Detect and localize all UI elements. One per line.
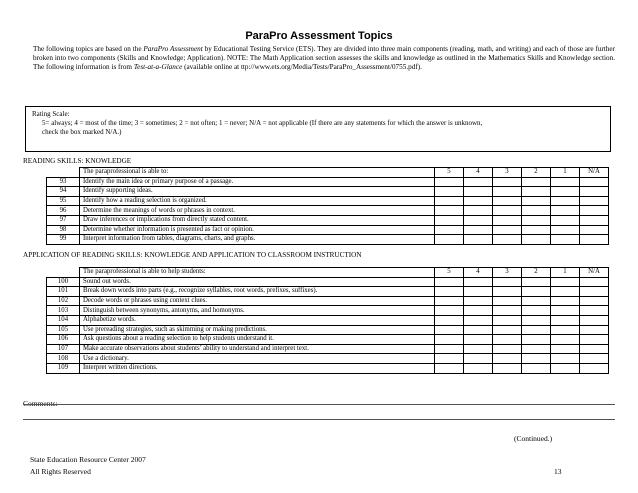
rating-checkbox-cell[interactable] <box>522 287 551 297</box>
rating-header: 3 <box>493 268 522 278</box>
item-number-header <box>47 168 80 178</box>
reading-application-heading: APPLICATION OF READING SKILLS: KNOWLEDGE AND APPLICATION TO CLASSROOM INSTRUCTION <box>23 251 362 259</box>
rating-scale-label: Rating Scale: <box>32 110 70 118</box>
comments-label: Comments: <box>23 399 58 408</box>
rating-checkbox-cell[interactable] <box>464 235 493 245</box>
rating-checkbox-cell[interactable] <box>493 235 522 245</box>
rating-checkbox-cell[interactable] <box>493 325 522 335</box>
item-number: 106 <box>47 335 80 345</box>
rating-checkbox-cell[interactable] <box>493 196 522 206</box>
rating-checkbox-cell[interactable] <box>493 177 522 187</box>
rating-checkbox-cell[interactable] <box>551 177 580 187</box>
rating-header: N/A <box>580 168 609 178</box>
table-row <box>47 306 609 316</box>
rating-checkbox-cell[interactable] <box>580 187 609 197</box>
rating-checkbox-cell[interactable] <box>435 296 464 306</box>
rating-checkbox-cell[interactable] <box>551 235 580 245</box>
comment-line <box>23 404 615 405</box>
comment-line <box>23 419 615 420</box>
rating-checkbox-cell[interactable] <box>464 325 493 335</box>
rating-checkbox-cell[interactable] <box>580 335 609 345</box>
rating-checkbox-cell[interactable] <box>522 363 551 373</box>
table-prompt: The paraprofessional is able to: <box>80 168 435 178</box>
rating-checkbox-cell[interactable] <box>435 325 464 335</box>
rating-checkbox-cell[interactable] <box>522 325 551 335</box>
rating-checkbox-cell[interactable] <box>493 335 522 345</box>
rating-checkbox-cell[interactable] <box>522 196 551 206</box>
page-title: ParaPro Assessment Topics <box>245 30 393 42</box>
rating-checkbox-cell[interactable] <box>580 306 609 316</box>
rating-checkbox-cell[interactable] <box>493 277 522 287</box>
rating-checkbox-cell[interactable] <box>522 306 551 316</box>
rating-checkbox-cell[interactable] <box>493 296 522 306</box>
item-text: Break down words into parts (e.g., recognize syllables, root words, prefixes, suffixes). <box>80 287 435 297</box>
rating-checkbox-cell[interactable] <box>435 187 464 197</box>
item-number: 93 <box>47 177 80 187</box>
table-row <box>47 277 609 287</box>
table-row <box>47 315 609 325</box>
rating-checkbox-cell[interactable] <box>464 225 493 235</box>
rating-checkbox-cell[interactable] <box>464 315 493 325</box>
item-number: 104 <box>47 315 80 325</box>
item-number: 94 <box>47 187 80 197</box>
rating-checkbox-cell[interactable] <box>580 296 609 306</box>
rating-checkbox-cell[interactable] <box>435 354 464 364</box>
table-row <box>47 225 609 235</box>
rating-checkbox-cell[interactable] <box>435 335 464 345</box>
item-text: Identify supporting ideas. <box>80 187 435 197</box>
item-text: Sound out words. <box>80 277 435 287</box>
table-prompt: The paraprofessional is able to help students: <box>80 268 435 278</box>
rating-checkbox-cell[interactable] <box>522 235 551 245</box>
rating-header: 4 <box>464 268 493 278</box>
rating-checkbox-cell[interactable] <box>493 306 522 316</box>
reading-skills-table <box>46 167 609 245</box>
table-header-row <box>47 268 609 278</box>
item-number: 100 <box>47 277 80 287</box>
rating-checkbox-cell[interactable] <box>580 235 609 245</box>
item-text: Identify how a reading selection is organized. <box>80 196 435 206</box>
rating-checkbox-cell[interactable] <box>522 187 551 197</box>
item-text: Determine the meanings of words or phrases in context. <box>80 206 435 216</box>
rating-checkbox-cell[interactable] <box>551 306 580 316</box>
table-row <box>47 354 609 364</box>
rating-checkbox-cell[interactable] <box>551 325 580 335</box>
item-text: Ask questions about a reading selection to help students understand it. <box>80 335 435 345</box>
rating-checkbox-cell[interactable] <box>522 335 551 345</box>
table-row <box>47 325 609 335</box>
table-row <box>47 206 609 216</box>
rating-checkbox-cell[interactable] <box>435 277 464 287</box>
rating-checkbox-cell[interactable] <box>580 206 609 216</box>
table-row <box>47 215 609 225</box>
rating-checkbox-cell[interactable] <box>580 315 609 325</box>
reading-skills-heading: READING SKILLS: KNOWLEDGE <box>23 157 132 165</box>
item-text: Interpret written directions. <box>80 363 435 373</box>
item-number: 96 <box>47 206 80 216</box>
rating-checkbox-cell[interactable] <box>522 206 551 216</box>
rating-checkbox-cell[interactable] <box>551 354 580 364</box>
rating-scale-line-2: check the box marked N/A.) <box>42 128 122 136</box>
rating-checkbox-cell[interactable] <box>580 196 609 206</box>
rating-checkbox-cell[interactable] <box>435 306 464 316</box>
table-row <box>47 177 609 187</box>
item-text: Use a dictionary. <box>80 354 435 364</box>
rating-checkbox-cell[interactable] <box>493 215 522 225</box>
rating-checkbox-cell[interactable] <box>493 287 522 297</box>
rating-checkbox-cell[interactable] <box>464 296 493 306</box>
rating-checkbox-cell[interactable] <box>522 277 551 287</box>
table-row <box>47 335 609 345</box>
table-row <box>47 287 609 297</box>
rating-checkbox-cell[interactable] <box>435 287 464 297</box>
rating-checkbox-cell[interactable] <box>551 287 580 297</box>
item-text: Draw inferences or implications from directly stated content. <box>80 215 435 225</box>
item-number: 99 <box>47 235 80 245</box>
rating-checkbox-cell[interactable] <box>435 344 464 354</box>
item-number: 109 <box>47 363 80 373</box>
item-number: 103 <box>47 306 80 316</box>
table-row <box>47 187 609 197</box>
rating-checkbox-cell[interactable] <box>435 363 464 373</box>
item-text: Use prereading strategies, such as skimming or making predictions. <box>80 325 435 335</box>
item-text: Alphabetize words. <box>80 315 435 325</box>
rating-checkbox-cell[interactable] <box>493 363 522 373</box>
rating-checkbox-cell[interactable] <box>464 306 493 316</box>
rating-checkbox-cell[interactable] <box>551 315 580 325</box>
rating-checkbox-cell[interactable] <box>493 225 522 235</box>
rating-checkbox-cell[interactable] <box>551 296 580 306</box>
rating-checkbox-cell[interactable] <box>493 344 522 354</box>
rating-header: 1 <box>551 168 580 178</box>
rating-checkbox-cell[interactable] <box>522 315 551 325</box>
rating-checkbox-cell[interactable] <box>522 215 551 225</box>
rating-checkbox-cell[interactable] <box>464 206 493 216</box>
item-text: Determine whether information is presented as fact or opinion. <box>80 225 435 235</box>
rating-checkbox-cell[interactable] <box>493 206 522 216</box>
rating-checkbox-cell[interactable] <box>580 325 609 335</box>
rating-checkbox-cell[interactable] <box>522 177 551 187</box>
rating-header: 4 <box>464 168 493 178</box>
item-text: Make accurate observations about students’ ability to understand and interpret text. <box>80 344 435 354</box>
rating-scale-box <box>25 106 611 152</box>
item-text: Decode words or phrases using context clues. <box>80 296 435 306</box>
rating-header: 2 <box>522 268 551 278</box>
rating-checkbox-cell[interactable] <box>522 296 551 306</box>
rating-checkbox-cell[interactable] <box>464 177 493 187</box>
rating-scale-line-1: 5= always; 4 = most of the time; 3 = sometimes; 2 = not often; 1 = never; N/A = not applicable (If there are any statements for which the answer is unknown, <box>42 119 483 127</box>
item-number: 98 <box>47 225 80 235</box>
rating-checkbox-cell[interactable] <box>435 196 464 206</box>
rating-checkbox-cell[interactable] <box>551 187 580 197</box>
table-header-row <box>47 168 609 178</box>
item-number: 102 <box>47 296 80 306</box>
rating-checkbox-cell[interactable] <box>464 335 493 345</box>
rating-checkbox-cell[interactable] <box>551 335 580 345</box>
rating-checkbox-cell[interactable] <box>580 225 609 235</box>
rating-checkbox-cell[interactable] <box>522 225 551 235</box>
rating-header: 1 <box>551 268 580 278</box>
rating-checkbox-cell[interactable] <box>551 196 580 206</box>
table-row <box>47 344 609 354</box>
rating-checkbox-cell[interactable] <box>435 235 464 245</box>
item-number: 105 <box>47 325 80 335</box>
rating-checkbox-cell[interactable] <box>580 215 609 225</box>
rating-checkbox-cell[interactable] <box>464 277 493 287</box>
rating-checkbox-cell[interactable] <box>580 177 609 187</box>
rating-checkbox-cell[interactable] <box>435 315 464 325</box>
rating-header: 2 <box>522 168 551 178</box>
rating-checkbox-cell[interactable] <box>551 215 580 225</box>
rating-checkbox-cell[interactable] <box>493 354 522 364</box>
rating-checkbox-cell[interactable] <box>493 315 522 325</box>
rating-checkbox-cell[interactable] <box>464 187 493 197</box>
rating-checkbox-cell[interactable] <box>435 225 464 235</box>
table-row <box>47 296 609 306</box>
item-text: Interpret information from tables, diagrams, charts, and graphs. <box>80 235 435 245</box>
page-number: 13 <box>554 467 562 476</box>
rating-checkbox-cell[interactable] <box>464 215 493 225</box>
footer-organization: State Education Resource Center 2007 <box>30 455 146 464</box>
rating-header: 3 <box>493 168 522 178</box>
item-number: 108 <box>47 354 80 364</box>
table-row <box>47 235 609 245</box>
continued-note: (Continued.) <box>514 434 553 443</box>
rating-checkbox-cell[interactable] <box>580 344 609 354</box>
rating-checkbox-cell[interactable] <box>580 363 609 373</box>
table-row <box>47 363 609 373</box>
rating-checkbox-cell[interactable] <box>435 206 464 216</box>
footer-rights: All Rights Reserved <box>30 467 91 476</box>
rating-checkbox-cell[interactable] <box>493 187 522 197</box>
item-text: Distinguish between synonyms, antonyms, and homonyms. <box>80 306 435 316</box>
item-number: 107 <box>47 344 80 354</box>
intro-paragraph: The following topics are based on the ParaPro Assessment by Educational Testing Service (ETS). They are divided into three main components (reading, math, and writing) and each of those are further broken into two components (Skills and Knowledge; Application). NOTE: The Math Application section assesses the skills and knowledge as outlined in the Mathematics Skills and Knowledge section. The following information is from Test-at-a-Glance (available online at ttp://www.ets.org/Media/Tests/ParaPro_Assessment/0755.pdf). <box>33 45 616 71</box>
rating-checkbox-cell[interactable] <box>464 196 493 206</box>
rating-checkbox-cell[interactable] <box>464 363 493 373</box>
rating-checkbox-cell[interactable] <box>551 277 580 287</box>
item-number: 95 <box>47 196 80 206</box>
rating-checkbox-cell[interactable] <box>551 363 580 373</box>
rating-checkbox-cell[interactable] <box>580 287 609 297</box>
item-number-header <box>47 268 80 278</box>
rating-header: 5 <box>435 268 464 278</box>
rating-checkbox-cell[interactable] <box>435 177 464 187</box>
rating-checkbox-cell[interactable] <box>580 277 609 287</box>
rating-checkbox-cell[interactable] <box>551 206 580 216</box>
rating-checkbox-cell[interactable] <box>522 344 551 354</box>
rating-header: 5 <box>435 168 464 178</box>
item-number: 101 <box>47 287 80 297</box>
rating-checkbox-cell[interactable] <box>551 225 580 235</box>
rating-checkbox-cell[interactable] <box>464 287 493 297</box>
item-text: Identify the main idea or primary purpose of a passage. <box>80 177 435 187</box>
rating-checkbox-cell[interactable] <box>551 344 580 354</box>
rating-checkbox-cell[interactable] <box>522 354 551 364</box>
item-number: 97 <box>47 215 80 225</box>
table-row <box>47 196 609 206</box>
rating-checkbox-cell[interactable] <box>580 354 609 364</box>
rating-checkbox-cell[interactable] <box>464 354 493 364</box>
rating-checkbox-cell[interactable] <box>435 215 464 225</box>
rating-checkbox-cell[interactable] <box>464 344 493 354</box>
reading-application-table <box>46 267 609 374</box>
rating-header: N/A <box>580 268 609 278</box>
